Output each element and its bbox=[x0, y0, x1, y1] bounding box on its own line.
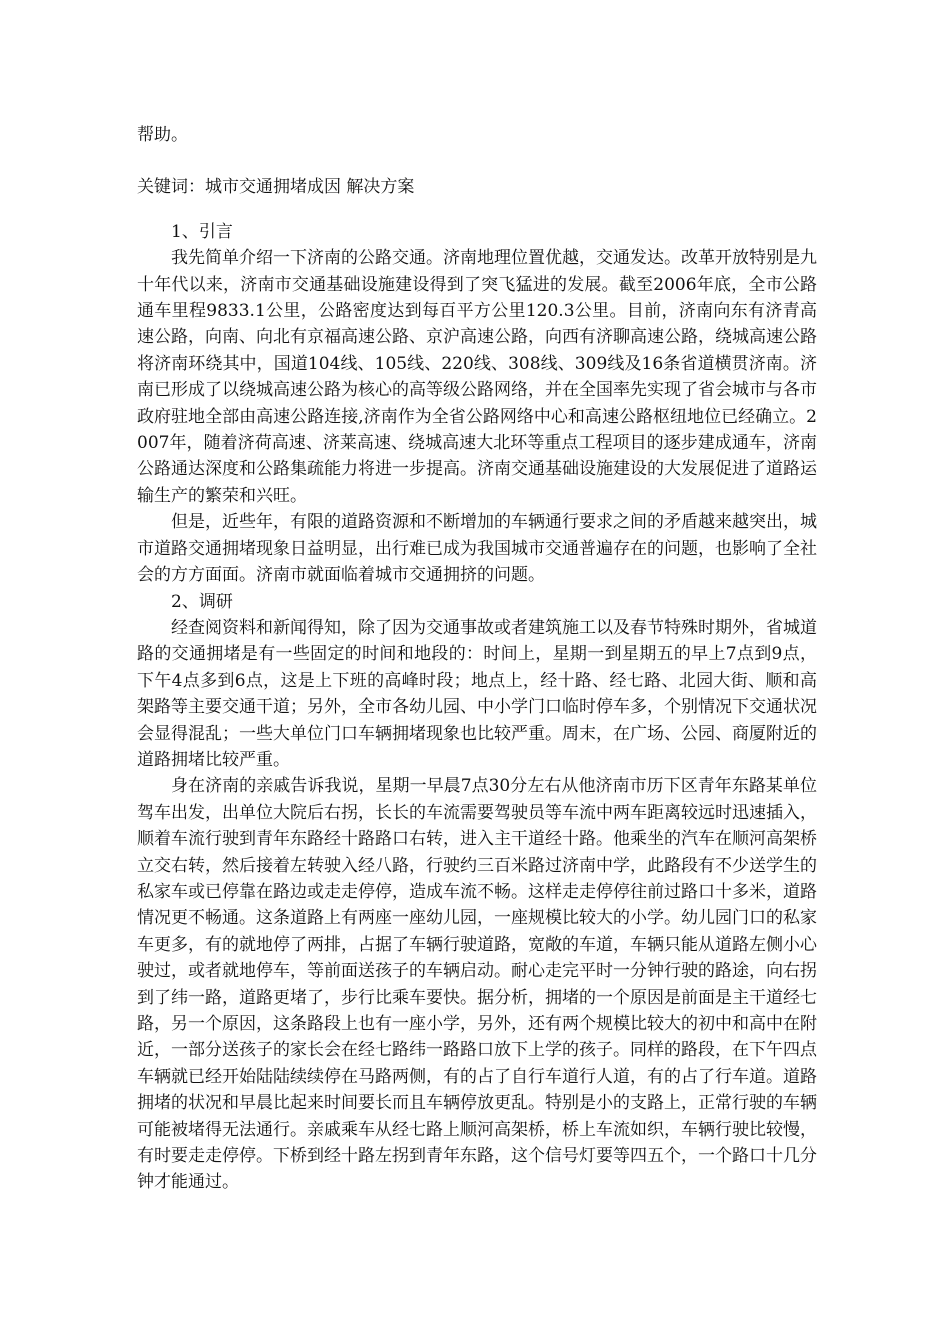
section-heading-research: 2、调研 bbox=[171, 591, 233, 612]
paragraph-introduction-2: 但是，近些年，有限的道路资源和不断增加的车辆通行要求之间的矛盾越来越突出，城市道路交通拥堵现象日益明显，出行难已成为我国城市交通普遍存在的问题，也影响了全社会的方方面面。济南市就面临着城市交通拥挤的问题。 bbox=[137, 512, 817, 586]
document-body bbox=[137, 122, 817, 1196]
paragraph-research-1: 经查阅资料和新闻得知，除了因为交通事故或者建筑施工以及春节特殊时期外，省城道路的交通拥堵是有一些固定的时间和地段的：时间上，星期一到星期五的早上7点到9点，下午4点多到6点，这是上下班的高峰时段；地点上，经十路、经七路、北园大街、顺和高架路等主要交通干道；另外，全市各幼儿园、中小学门口临时停车多，个别情况下交通状况会显得混乱；一些大单位门口车辆拥堵现象也比较严重。周末，在广场、公园、商厦附近的道路拥堵比较严重。 bbox=[137, 617, 817, 770]
continuation-text: 帮助。 bbox=[137, 125, 188, 145]
keywords-line: 关键词：城市交通拥堵成因 解决方案 bbox=[137, 177, 415, 198]
paragraph-introduction-1: 我先简单介绍一下济南的公路交通。济南地理位置优越，交通发达。改革开放特别是九十年代以来，济南市交通基础设施建设得到了突飞猛进的发展。截至2006年底，全市公路通车里程9833.1公里，公路密度达到每百平方公里120.3公里。目前，济南向东有济青高速公路，向南、向北有京福高速公路、京沪高速公路，向西有济聊高速公路，绕城高速公路将济南环绕其中，国道104线、105线、220线、308线、309线及16条省道横贯济南。济南已形成了以绕城高速公路为核心的高等级公路网络，并在全国率先实现了省会城市与各市政府驻地全部由高速公路连接,济南作为全省公路网络中心和高速公路枢纽地位已经确立。2007年，随着济荷高速、济莱高速、绕城高速大北环等重点工程项目的逐步建成通车，济南公路通达深度和公路集疏能力将进一步提高。济南交通基础设施建设的大发展促进了道路运输生产的繁荣和兴旺。 bbox=[137, 248, 817, 506]
paragraph-research-2: 身在济南的亲戚告诉我说，星期一早晨7点30分左右从他济南市历下区青年东路某单位驾车出发，出单位大院后右拐，长长的车流需要驾驶员等车流中两车距离较远时迅速插入，顺着车流行驶到青年东路经十路路口右转，进入主干道经十路。他乘坐的汽车在顺河高架桥立交右转，然后接着左转驶入经八路，行驶约三百米路过济南中学，此路段有不少送学生的私家车或已停靠在路边或走走停停，造成车流不畅。这样走走停停往前过路口十多米，道路情况更不畅通。这条道路上有两座一座幼儿园，一座规模比较大的小学。幼儿园门口的私家车更多，有的就地停了两排，占据了车辆行驶道路，宽敞的车道，车辆只能从道路左侧小心驶过，或者就地停车，等前面送孩子的车辆启动。耐心走完平时一分钟行驶的路途，向右拐到了纬一路，道路更堵了，步行比乘车要快。据分析，拥堵的一个原因是前面是主干道经七路，另一个原因，这条路段上也有一座小学，另外，还有两个规模比较大的初中和高中在附近，一部分送孩子的家长会在经七路纬一路路口放下上学的孩子。同样的路段，在下午四点车辆就已经开始陆陆续续停在马路两侧，有的占了自行车道行人道，有的占了行车道。道路拥堵的状况和早晨比起来时间要长而且车辆停放更乱。特别是小的支路上，正常行驶的车辆可能被堵得无法通行。亲戚乘车从经七路上顺河高架桥，桥上车流如织，车辆行驶比较慢，有时要走走停停。下桥到经十路左拐到青年东路，这个信号灯要等四五个，一个路口十几分钟才能通过。 bbox=[137, 776, 817, 1193]
section-heading-introduction: 1、引言 bbox=[171, 221, 233, 242]
